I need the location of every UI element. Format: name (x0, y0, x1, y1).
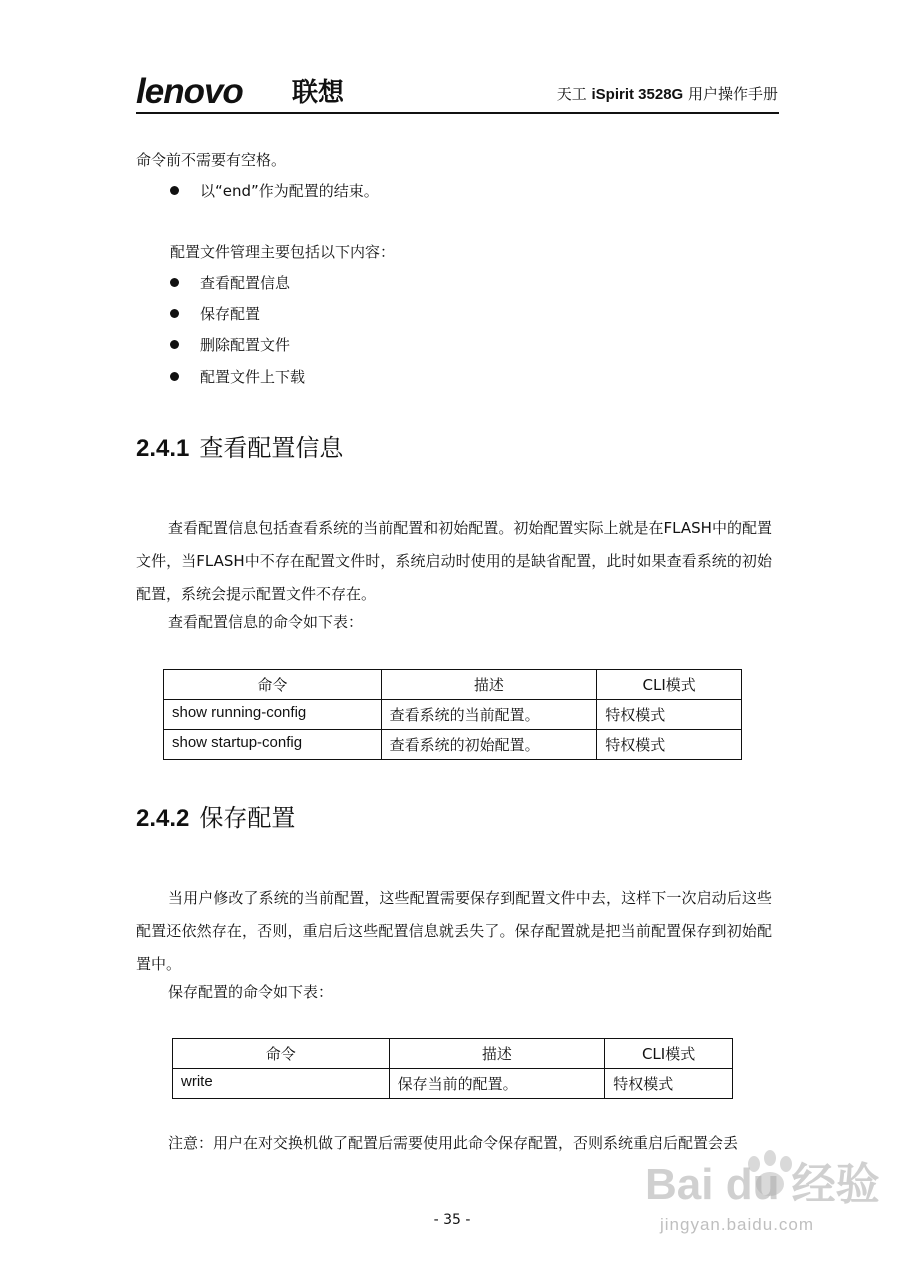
list-intro: 配置文件管理主要包括以下内容： (170, 243, 396, 261)
section-heading-2-4-2 (136, 803, 295, 834)
watermark-baidu: Bai du 经验 (645, 1160, 880, 1209)
section-number: 2.4.1 (136, 435, 190, 462)
manual-title (557, 84, 778, 105)
command-table (172, 1038, 733, 1099)
table-header-cell: 命令 (173, 1039, 390, 1069)
list-item: 查看配置信息 (200, 274, 291, 292)
table-header-row (173, 1039, 733, 1069)
table-cell: 特权模式 (605, 1069, 733, 1099)
section-title: 查看配置信息 (199, 434, 344, 462)
header-divider (136, 112, 779, 114)
table-header-cell: CLI模式 (605, 1039, 733, 1069)
table-header-cell: 命令 (164, 670, 382, 700)
table-header-cell: CLI模式 (597, 670, 742, 700)
intro-line: 命令前不需要有空格。 (136, 151, 287, 169)
section-paragraph: 查看配置信息包括查看系统的当前配置和初始配置。初始配置实际上就是在FLASH中的配置文件，当FLASH中不存在配置文件时，系统启动时使用的是缺省配置，此时如果查看系统的初始配置，系统会提示配置文件不存在。 (136, 519, 772, 603)
section-title: 保存配置 (199, 804, 296, 832)
title-post: 用户操作手册 (683, 85, 778, 103)
lenovo-logo: lenovo (136, 72, 243, 111)
bullet-icon (170, 372, 179, 381)
list-item: 删除配置文件 (200, 336, 291, 354)
table-row (164, 730, 742, 760)
watermark-url: jingyan.baidu.com (660, 1215, 815, 1234)
section-heading-2-4-1 (136, 433, 343, 464)
bullet-icon (170, 340, 179, 349)
table-cell-command: show startup-config (164, 730, 382, 760)
table-cell: 保存当前的配置。 (389, 1069, 605, 1099)
bullet-icon (170, 278, 179, 287)
table-cell: 特权模式 (597, 700, 742, 730)
bullet-icon (170, 186, 179, 195)
table-cell: 查看系统的当前配置。 (381, 700, 597, 730)
table-header-cell: 描述 (389, 1039, 605, 1069)
section-paragraph: 当用户修改了系统的当前配置，这些配置需要保存到配置文件中去，这样下一次启动后这些配置还依然存在，否则，重启后这些配置信息就丢失了。保存配置就是把当前配置保存到初始配置中。 (136, 889, 772, 973)
command-table (163, 669, 742, 760)
list-item: 配置文件上下载 (200, 368, 306, 386)
table-row (173, 1069, 733, 1099)
table-intro: 保存配置的命令如下表： (168, 983, 334, 1001)
table-intro: 查看配置信息的命令如下表： (168, 613, 364, 631)
bullet-icon (170, 309, 179, 318)
bullet-end: 以“end”作为配置的结束。 (200, 182, 379, 200)
page-number: - 35 - (433, 1212, 471, 1228)
list-item: 保存配置 (200, 305, 261, 323)
title-pre: 天工 (556, 85, 592, 103)
table-cell: 查看系统的初始配置。 (381, 730, 597, 760)
lenovo-logo-cn: 联想 (292, 78, 345, 108)
table-header-row (164, 670, 742, 700)
note-text: 注意：用户在对交换机做了配置后需要使用此命令保存配置，否则系统重启后配置会丢 (168, 1134, 739, 1152)
table-header-cell: 描述 (381, 670, 597, 700)
table-cell-command: show running-config (164, 700, 382, 730)
section-number: 2.4.2 (136, 805, 190, 832)
table-cell: 特权模式 (597, 730, 742, 760)
title-model: iSpirit 3528G (591, 86, 684, 103)
table-row (164, 700, 742, 730)
table-cell-command: write (173, 1069, 390, 1099)
